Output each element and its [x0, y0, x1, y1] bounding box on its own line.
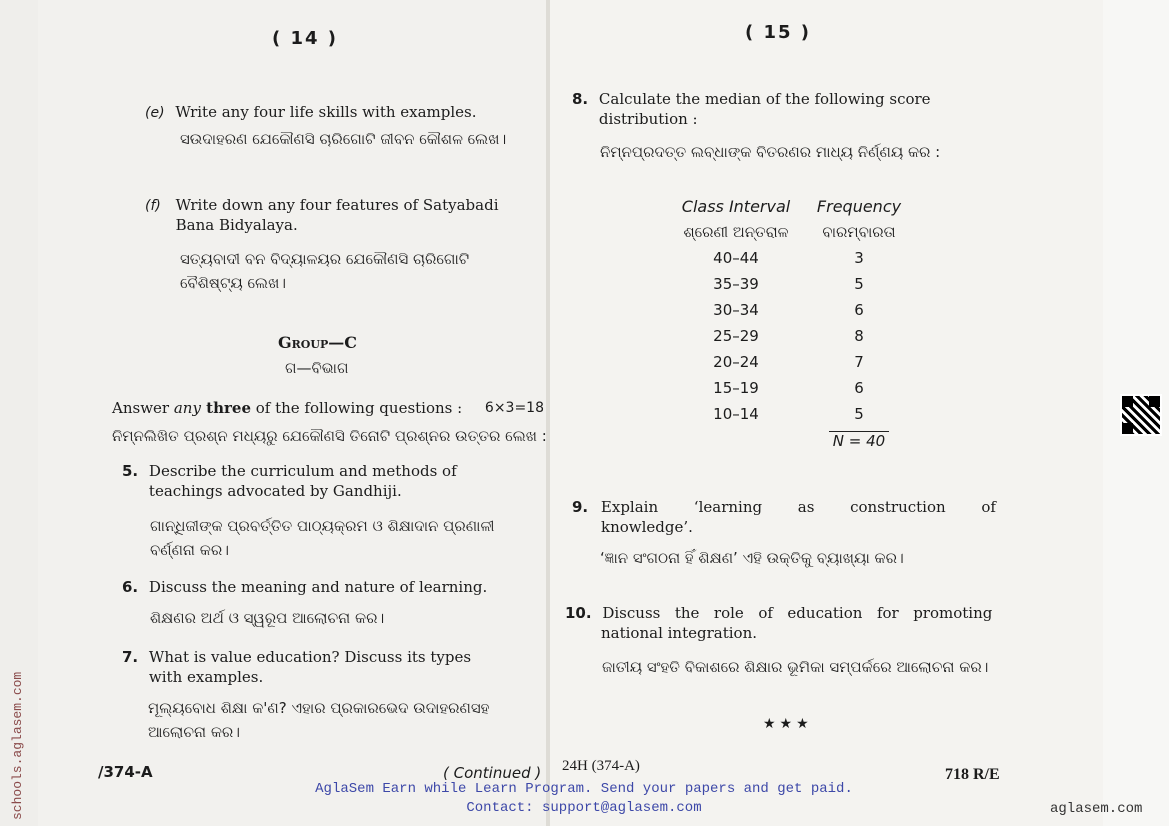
left-footer-code: /374-A: [98, 763, 153, 781]
header-frequency: Frequency: [816, 196, 902, 216]
question-10: [565, 603, 1005, 643]
header-class-interval-odia: ଶ୍ରେଣୀ ଅନ୍ତରାଳ: [683, 223, 789, 241]
instruction-any: any: [173, 399, 201, 417]
table-row: [668, 349, 914, 375]
class-interval: 10–14: [713, 405, 759, 423]
question-text-line2: knowledge’.: [601, 518, 693, 536]
question-number: 10.: [565, 604, 592, 622]
table-row: [668, 245, 914, 271]
question-number: 6.: [122, 578, 139, 596]
class-interval: 15–19: [713, 379, 759, 397]
question-7-odia: ମୂଲ୍ୟବୋଧ ଶିକ୍ଷା କ'ଣ? ଏହାର ପ୍ରକାରଭେଦ ଉଦାହରଣସହ ଆଲୋଚନା କର।: [148, 699, 490, 741]
frequency: 6: [854, 301, 864, 319]
instruction-three: three: [200, 399, 251, 417]
table-row: [668, 271, 914, 297]
question-e-odia: ସଉଦାହରଣ ଯେକୌଣସି ଚାରିଗୋଟି ଜୀବନ କୌଶଳ ଲେଖ।: [180, 130, 507, 148]
table-header-row-odia: [668, 219, 914, 245]
side-watermark: schools.aglasem.com: [10, 671, 25, 820]
header-class-interval: Class Interval: [681, 196, 791, 216]
question-number: 8.: [572, 90, 589, 108]
table-header-row: [668, 193, 914, 219]
item-label: (e): [145, 105, 165, 121]
question-6: [122, 577, 522, 597]
right-footer-code: 718 R/E: [945, 766, 1000, 783]
right-page-number: ( 15 ): [745, 22, 812, 43]
item-label: (f): [145, 198, 161, 214]
frequency: 5: [854, 405, 864, 423]
question-text-line2: national integration.: [601, 624, 757, 642]
question-text: Write any four life skills with examples.: [175, 103, 477, 121]
frequency: 3: [854, 249, 864, 267]
instruction-text: of the following questions :: [250, 399, 463, 417]
question-number: 5.: [122, 462, 139, 480]
class-interval: 35–39: [713, 275, 759, 293]
frequency: 5: [854, 275, 864, 293]
question-7: [122, 647, 522, 687]
class-interval: 30–34: [713, 301, 759, 319]
question-text-line1: Explain ‘learning as construction of: [600, 498, 996, 516]
promo-line-2[interactable]: Contact: support@aglasem.com: [466, 800, 702, 816]
left-page-number: ( 14 ): [272, 28, 339, 49]
frequency: 6: [854, 379, 864, 397]
question-5: [122, 461, 512, 501]
total-n: N = 40: [829, 431, 889, 450]
question-text: Describe the curriculum and methods of teachings advocated by Gandhiji.: [148, 462, 457, 500]
class-interval: 40–44: [713, 249, 759, 267]
instruction-text: Answer: [112, 399, 174, 417]
class-interval: 25–29: [713, 327, 759, 345]
table-row: [668, 401, 914, 427]
question-text: Calculate the median of the following score distribution :: [598, 90, 931, 128]
table-row: [668, 297, 914, 323]
group-title-odia: ଗ—ବିଭାଗ: [285, 359, 349, 377]
group-instruction: [112, 398, 548, 418]
continued-label: ( Continued ): [443, 764, 542, 782]
question-6-odia: ଶିକ୍ଷଣର ଅର୍ଥ ଓ ସ୍ୱରୂପ ଆଲୋଚନା କର।: [150, 609, 385, 627]
header-frequency-odia: ବାରମ୍ବାରତା: [822, 223, 896, 241]
corner-watermark: aglasem.com: [1050, 801, 1143, 817]
question-8: [572, 89, 992, 129]
question-10-odia: ଜାତୀୟ ସଂହତି ବିକାଶରେ ଶିକ୍ଷାର ଭୂମିକା ସମ୍ପର୍କରେ ଆଲୋଚନା କର।: [602, 658, 989, 676]
end-marker: ★★★: [763, 716, 813, 732]
class-interval: 20–24: [713, 353, 759, 371]
question-f: [145, 195, 515, 235]
group-instruction-odia: ନିମ୍ନଲିଖିତ ପ୍ରଶ୍ନ ମଧ୍ୟରୁ ଯେକୌଣସି ତିନୋଟି ପ୍ରଶ୍ନର ଉତ୍ତର ଲେଖ :: [112, 427, 547, 445]
paper-code: 24H (374-A): [562, 758, 640, 774]
frequency-table: [668, 193, 914, 453]
question-text: Write down any four features of Satyabadi Bana Bidyalaya.: [175, 196, 499, 234]
question-f-odia: ସତ୍ୟବାଦୀ ବନ ବିଦ୍ୟାଳୟର ଯେକୌଣସି ଚାରିଗୋଟି ବୈଶିଷ୍ଟ୍ୟ ଲେଖ।: [180, 250, 470, 292]
question-5-odia: ଗାନ୍ଧିଜୀଙ୍କ ପ୍ରବର୍ତ୍ତିତ ପାଠ୍ୟକ୍ରମ ଓ ଶିକ୍ଷାଦାନ ପ୍ରଣାଳୀ ବର୍ଣ୍ଣନା କର।: [150, 517, 495, 559]
question-text: What is value education? Discuss its types with examples.: [148, 648, 472, 686]
question-9: [572, 497, 1002, 537]
question-8-odia: ନିମ୍ନପ୍ରଦତ୍ତ ଲବ୍ଧାଙ୍କ ବିତରଣର ମାଧ୍ୟ ନିର୍ଣ୍ଣୟ କର :: [600, 143, 941, 161]
question-number: 9.: [572, 498, 589, 516]
table-total-row: [668, 427, 914, 453]
question-e: [145, 102, 515, 123]
promo-line-1: AglaSem Earn while Learn Program. Send your papers and get paid.: [315, 781, 853, 797]
question-text: Discuss the meaning and nature of learning.: [148, 578, 488, 596]
qr-code-icon: [1120, 394, 1162, 436]
group-title: Group—C: [278, 333, 357, 352]
frequency: 8: [854, 327, 864, 345]
question-9-odia: ‘ଜ୍ଞାନ ସଂଗଠନା ହିଁ ଶିକ୍ଷଣ’ ଏହି ଉକ୍ତିକୁ ବ୍ୟାଖ୍ୟା କର।: [600, 549, 904, 567]
table-row: [668, 323, 914, 349]
question-number: 7.: [122, 648, 139, 666]
table-row: [668, 375, 914, 401]
marks: 6×3=18: [484, 400, 544, 416]
frequency: 7: [854, 353, 864, 371]
question-text-line1: Discuss the role of education for promoting: [602, 604, 993, 622]
